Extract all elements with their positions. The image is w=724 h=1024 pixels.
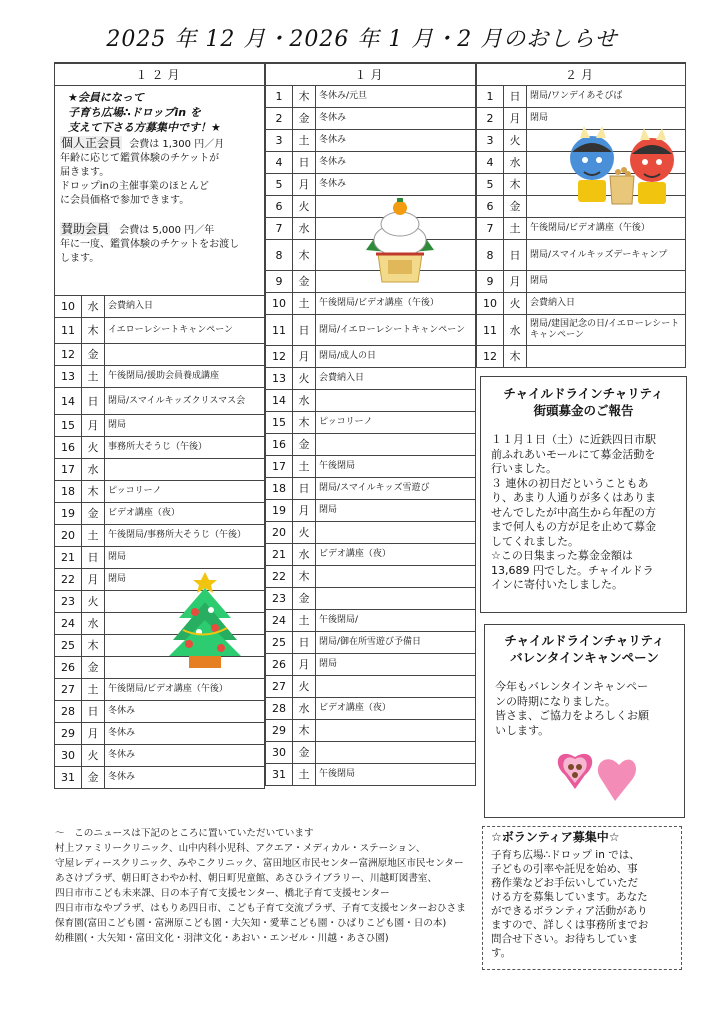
member-note-line3: 支えて下さる方募集中です！★ xyxy=(68,121,221,134)
day-number: 17 xyxy=(266,456,293,478)
calendar-row xyxy=(55,437,265,459)
distribution-line-3: 守屋レディースクリニック、みやこクリニック、富田地区市民センター富洲原地区市民センター xyxy=(55,858,464,869)
event-text: 午後閉局 xyxy=(316,456,476,478)
support-desc-1: 年に一度、鑑賞体験のチケットをお渡し xyxy=(60,239,240,250)
day-number: 17 xyxy=(55,459,82,481)
support-desc-2: します。 xyxy=(60,253,100,264)
day-number: 28 xyxy=(266,698,293,720)
day-number: 9 xyxy=(266,271,293,293)
distribution-line-1: ～ このニュースは下記のところに置いていただいています xyxy=(55,828,314,839)
calendar-row xyxy=(266,293,476,315)
member-note xyxy=(60,90,260,266)
calendar-row xyxy=(55,388,265,415)
event-text xyxy=(527,346,686,368)
event-text xyxy=(316,676,476,698)
weekday: 土 xyxy=(293,130,316,152)
event-text: 閉局/スマイルキッズクリスマス会 xyxy=(105,388,265,415)
calendar-row xyxy=(266,500,476,522)
day-number: 26 xyxy=(55,657,82,679)
charity-report-line-9: ☆この日集まった募金金額は xyxy=(491,549,633,562)
weekday: 火 xyxy=(293,368,316,390)
calendar-row xyxy=(266,456,476,478)
event-text: ビデオ講座（夜） xyxy=(316,544,476,566)
calendar-row xyxy=(266,412,476,434)
calendar-row xyxy=(477,240,686,271)
individual-desc-4: に会員価格で参加できます。 xyxy=(60,195,190,206)
individual-desc-2: 届きます。 xyxy=(60,167,110,178)
event-text: ビデオ講座（夜） xyxy=(316,698,476,720)
day-number: 27 xyxy=(266,676,293,698)
day-number: 18 xyxy=(266,478,293,500)
weekday: 火 xyxy=(504,293,527,315)
day-number: 31 xyxy=(55,767,82,789)
calendar-row xyxy=(266,315,476,346)
volunteer-line-1: 子育ち広場∴ドロップ in では、 xyxy=(491,849,640,861)
event-text: 閉局/御在所雪遊び予備日 xyxy=(316,632,476,654)
weekday: 月 xyxy=(293,174,316,196)
distribution-line-4: あさけプラザ、朝日町さわやか村、朝日町児童館、あさひライブラリー、川越町図書室、 xyxy=(55,873,438,884)
weekday: 土 xyxy=(293,764,316,786)
distribution-line-8: 幼稚園(・大矢知・富田文化・羽津文化・あおい・エンゼル・川越・あさひ園) xyxy=(55,933,389,944)
event-text: 閉局/スマイルキッズ雪遊び xyxy=(316,478,476,500)
day-number: 12 xyxy=(477,346,504,368)
calendar-row xyxy=(266,764,476,786)
event-text: 冬休み xyxy=(105,701,265,723)
calendar-row xyxy=(477,293,686,315)
volunteer-box xyxy=(482,826,682,970)
event-text: 閉局 xyxy=(527,271,686,293)
event-text: イエローレシートキャンペーン xyxy=(105,318,265,344)
day-number: 11 xyxy=(477,315,504,346)
event-text: 閉局 xyxy=(316,654,476,676)
charity-report-line-11: インに寄付いたしました。 xyxy=(491,578,623,591)
weekday: 火 xyxy=(82,437,105,459)
weekday: 日 xyxy=(82,388,105,415)
calendar-row xyxy=(477,218,686,240)
day-number: 3 xyxy=(477,130,504,152)
weekday: 日 xyxy=(82,701,105,723)
day-number: 27 xyxy=(55,679,82,701)
calendar-row xyxy=(266,86,476,108)
calendar-row xyxy=(266,632,476,654)
day-number: 10 xyxy=(266,293,293,315)
day-number: 5 xyxy=(477,174,504,196)
event-text: 冬休み xyxy=(105,745,265,767)
calendar-row xyxy=(266,130,476,152)
day-number: 25 xyxy=(55,635,82,657)
oni-setsubun-illustration xyxy=(560,118,680,218)
weekday: 木 xyxy=(293,86,316,108)
weekday: 金 xyxy=(82,503,105,525)
event-text: 閉局 xyxy=(105,547,265,569)
calendar-row xyxy=(266,676,476,698)
day-number: 13 xyxy=(55,366,82,388)
event-text xyxy=(316,390,476,412)
day-number: 16 xyxy=(266,434,293,456)
event-text: 閉局/建国記念の日/イエローレシートキャンペーン xyxy=(527,315,686,346)
volunteer-line-7: 問合せ下さい。お待ちしていま xyxy=(491,933,638,945)
weekday: 水 xyxy=(504,152,527,174)
weekday: 土 xyxy=(82,679,105,701)
day-number: 14 xyxy=(55,388,82,415)
calendar-row xyxy=(55,767,265,789)
event-text: 午後閉局 xyxy=(316,764,476,786)
weekday: 月 xyxy=(82,723,105,745)
weekday: 金 xyxy=(293,742,316,764)
calendar-row xyxy=(55,459,265,481)
calendar-row xyxy=(55,679,265,701)
event-text xyxy=(105,344,265,366)
event-text: 会費納入日 xyxy=(527,293,686,315)
event-text xyxy=(316,720,476,742)
day-number: 4 xyxy=(266,152,293,174)
event-text: 午後閉局/ビデオ講座（午後） xyxy=(105,679,265,701)
weekday: 水 xyxy=(293,544,316,566)
weekday: 金 xyxy=(293,588,316,610)
day-number: 28 xyxy=(55,701,82,723)
event-text xyxy=(316,522,476,544)
day-number: 6 xyxy=(266,196,293,218)
volunteer-line-4: ける方を募集しています。あなた xyxy=(491,891,648,903)
charity-report-line-2: 前ふれあいモールにて募金活動を xyxy=(491,447,656,461)
individual-member-label: 個人正会員 xyxy=(61,136,122,150)
day-number: 14 xyxy=(266,390,293,412)
volunteer-title: ☆ボランティア募集中☆ xyxy=(491,830,620,844)
weekday: 水 xyxy=(82,296,105,318)
event-text: 午後閉局/ビデオ講座（午後） xyxy=(316,293,476,315)
weekday: 金 xyxy=(82,767,105,789)
heart-chocolate-box-icon xyxy=(545,745,641,809)
day-number: 7 xyxy=(266,218,293,240)
day-number: 29 xyxy=(55,723,82,745)
weekday: 火 xyxy=(82,591,105,613)
valentine-line-4: いします。 xyxy=(495,723,550,737)
volunteer-line-3: 務作業などお手伝いしていただ xyxy=(491,877,638,889)
event-text: 午後閉局/ビデオ講座（午後） xyxy=(527,218,686,240)
calendar-row xyxy=(266,698,476,720)
volunteer-line-5: ができるボランティア活動があり xyxy=(491,905,648,917)
event-text xyxy=(316,566,476,588)
day-number: 30 xyxy=(266,742,293,764)
day-number: 23 xyxy=(266,588,293,610)
calendar-row xyxy=(266,368,476,390)
day-number: 12 xyxy=(55,344,82,366)
event-text: 閉局 xyxy=(105,415,265,437)
day-number: 12 xyxy=(266,346,293,368)
weekday: 金 xyxy=(504,196,527,218)
event-text xyxy=(105,459,265,481)
day-number: 11 xyxy=(266,315,293,346)
day-number: 25 xyxy=(266,632,293,654)
page-title: 2025 年 12 月・2026 年 1 月・2 月のおしらせ xyxy=(106,27,618,52)
month-header-jan: １月 xyxy=(266,63,476,86)
charity-report-box xyxy=(480,376,687,613)
day-number: 5 xyxy=(266,174,293,196)
weekday: 水 xyxy=(82,613,105,635)
event-text: 冬休み xyxy=(105,767,265,789)
weekday: 土 xyxy=(82,525,105,547)
day-number: 2 xyxy=(477,108,504,130)
charity-report-line-7: まで何人もの方が足を止めて募金 xyxy=(491,520,656,533)
valentine-title-1: チャイルドラインチャリティ xyxy=(504,633,665,648)
weekday: 木 xyxy=(293,240,316,271)
weekday: 水 xyxy=(504,315,527,346)
day-number: 15 xyxy=(55,415,82,437)
weekday: 土 xyxy=(504,218,527,240)
day-number: 19 xyxy=(55,503,82,525)
day-number: 16 xyxy=(55,437,82,459)
weekday: 月 xyxy=(293,500,316,522)
weekday: 土 xyxy=(82,366,105,388)
calendar-row xyxy=(55,701,265,723)
day-number: 10 xyxy=(477,293,504,315)
calendar-row xyxy=(477,315,686,346)
event-text: 午後閉局/援助会員養成講座 xyxy=(105,366,265,388)
calendar-row xyxy=(266,588,476,610)
calendar-row xyxy=(266,742,476,764)
volunteer-line-6: ますので、詳しくは事務所までお xyxy=(491,919,649,931)
calendar-row xyxy=(55,525,265,547)
day-number: 13 xyxy=(266,368,293,390)
event-text: 閉局 xyxy=(316,500,476,522)
distribution-list xyxy=(55,826,483,946)
calendar-row xyxy=(266,720,476,742)
weekday: 月 xyxy=(293,346,316,368)
event-text: 事務所大そうじ（午後） xyxy=(105,437,265,459)
day-number: 20 xyxy=(55,525,82,547)
event-text: 閉局 xyxy=(105,569,265,591)
weekday: 火 xyxy=(293,196,316,218)
weekday: 木 xyxy=(82,481,105,503)
calendar-row xyxy=(266,390,476,412)
weekday: 月 xyxy=(504,108,527,130)
calendar-row xyxy=(266,654,476,676)
weekday: 金 xyxy=(293,108,316,130)
support-member-fee: 会費は 5,000 円／年 xyxy=(119,225,215,236)
volunteer-line-8: す。 xyxy=(491,947,512,959)
day-number: 20 xyxy=(266,522,293,544)
weekday: 水 xyxy=(293,390,316,412)
weekday: 金 xyxy=(82,344,105,366)
calendar-row xyxy=(266,610,476,632)
month-header-feb: ２月 xyxy=(477,63,686,86)
weekday: 火 xyxy=(82,745,105,767)
day-number: 3 xyxy=(266,130,293,152)
distribution-line-6: 四日市市なやプラザ、はもりあ四日市、こども子育て交流プラザ、子育て支援センターおひさま xyxy=(55,903,466,914)
calendar-row xyxy=(266,152,476,174)
calendar-row xyxy=(55,547,265,569)
event-text: 冬休み xyxy=(316,130,476,152)
calendar-row xyxy=(266,478,476,500)
day-number: 10 xyxy=(55,296,82,318)
charity-report-title-2: 街頭募金のご報告 xyxy=(533,403,634,418)
valentine-line-2: ンの時期になりました。 xyxy=(495,694,616,708)
day-number: 7 xyxy=(477,218,504,240)
event-text xyxy=(316,742,476,764)
weekday: 木 xyxy=(82,635,105,657)
distribution-line-2: 村上ファミリークリニック、山中内科小児科、アクエア・メディカル・ステーション、 xyxy=(55,843,426,854)
day-number: 8 xyxy=(477,240,504,271)
day-number: 1 xyxy=(266,86,293,108)
event-text: 閉局/イエローレシートキャンペーン xyxy=(316,315,476,346)
calendar-row xyxy=(55,745,265,767)
valentine-line-1: 今年もバレンタインキャンペー xyxy=(495,680,649,693)
day-number: 9 xyxy=(477,271,504,293)
weekday: 水 xyxy=(293,698,316,720)
weekday: 木 xyxy=(293,412,316,434)
christmas-tree-illustration xyxy=(165,568,245,672)
weekday: 土 xyxy=(293,456,316,478)
day-number: 24 xyxy=(55,613,82,635)
event-text: ピッコリーノ xyxy=(316,412,476,434)
distribution-line-7: 保育園(富田こども園・富洲原こども園・大矢知・愛華こども園・ひばりこども園・日の本) xyxy=(55,918,447,929)
event-text: 会費納入日 xyxy=(105,296,265,318)
weekday: 月 xyxy=(293,654,316,676)
weekday: 土 xyxy=(293,293,316,315)
weekday: 火 xyxy=(293,522,316,544)
weekday: 水 xyxy=(82,459,105,481)
calendar-row xyxy=(55,318,265,344)
calendar-row xyxy=(266,346,476,368)
member-note-line2: 子育ち広場∴ドロップin を xyxy=(68,106,201,119)
calendar-row xyxy=(477,271,686,293)
weekday: 日 xyxy=(293,478,316,500)
day-number: 1 xyxy=(477,86,504,108)
weekday: 金 xyxy=(82,657,105,679)
weekday: 日 xyxy=(293,632,316,654)
weekday: 土 xyxy=(293,610,316,632)
volunteer-line-2: 子どもの引率や託児を始め、事 xyxy=(491,863,638,875)
day-number: 23 xyxy=(55,591,82,613)
weekday: 水 xyxy=(293,218,316,240)
day-number: 30 xyxy=(55,745,82,767)
support-member-label: 賛助会員 xyxy=(61,222,110,236)
day-number: 19 xyxy=(266,500,293,522)
charity-report-line-6: せんでしたが中高生から年配の方 xyxy=(491,505,656,519)
weekday: 金 xyxy=(293,271,316,293)
weekday: 金 xyxy=(293,434,316,456)
day-number: 22 xyxy=(55,569,82,591)
calendar-row xyxy=(266,108,476,130)
day-number: 11 xyxy=(55,318,82,344)
event-text: 閉局/ワンデイあそびば xyxy=(527,86,686,108)
valentine-line-3: 皆さま、ご協力をよろしくお願 xyxy=(495,709,649,722)
weekday: 木 xyxy=(504,346,527,368)
event-text: ピッコリーノ xyxy=(105,481,265,503)
charity-report-line-10: 13,689 円でした。チャイルドラ xyxy=(491,563,654,577)
calendar-row xyxy=(55,415,265,437)
day-number: 29 xyxy=(266,720,293,742)
member-note-line1: ★会員になって xyxy=(68,91,144,104)
day-number: 4 xyxy=(477,152,504,174)
charity-report-line-8: してくれました。 xyxy=(491,534,579,548)
calendar-row xyxy=(55,344,265,366)
january-calendar xyxy=(265,62,476,786)
weekday: 火 xyxy=(293,676,316,698)
event-text: ビデオ講座（夜） xyxy=(105,503,265,525)
weekday: 日 xyxy=(293,152,316,174)
calendar-row xyxy=(55,366,265,388)
weekday: 木 xyxy=(504,174,527,196)
charity-report-title-1: チャイルドラインチャリティ xyxy=(503,386,664,401)
calendar-row xyxy=(266,522,476,544)
event-text: 午後閉局/ xyxy=(316,610,476,632)
distribution-line-5: 四日市市こども未来課、日の本子育て支援センター、橋北子育て支援センター xyxy=(55,888,390,899)
weekday: 日 xyxy=(504,86,527,108)
weekday: 木 xyxy=(293,566,316,588)
day-number: 6 xyxy=(477,196,504,218)
charity-report-line-1: １１月１日（土）に近鉄四日市駅 xyxy=(491,433,656,446)
day-number: 15 xyxy=(266,412,293,434)
day-number: 21 xyxy=(266,544,293,566)
event-text: 午後閉局/事務所大そうじ（午後） xyxy=(105,525,265,547)
weekday: 日 xyxy=(293,315,316,346)
calendar-row xyxy=(266,434,476,456)
day-number: 18 xyxy=(55,481,82,503)
day-number: 31 xyxy=(266,764,293,786)
weekday: 月 xyxy=(82,569,105,591)
calendar-row xyxy=(266,544,476,566)
event-text: 閉局/スマイルキッズデーキャンプ xyxy=(527,240,686,271)
day-number: 24 xyxy=(266,610,293,632)
event-text: 冬休み/元旦 xyxy=(316,86,476,108)
calendar-row xyxy=(55,503,265,525)
individual-member-fee: 会費は 1,300 円／月 xyxy=(129,139,225,150)
weekday: 木 xyxy=(293,720,316,742)
weekday: 月 xyxy=(82,415,105,437)
day-number: 22 xyxy=(266,566,293,588)
weekday: 日 xyxy=(504,240,527,271)
month-header-dec: １２月 xyxy=(55,63,265,86)
valentine-box xyxy=(484,624,685,818)
weekday: 月 xyxy=(504,271,527,293)
day-number: 8 xyxy=(266,240,293,271)
kagami-mochi-illustration xyxy=(360,190,440,290)
weekday: 木 xyxy=(82,318,105,344)
calendar-row xyxy=(55,723,265,745)
event-text: 閉局 xyxy=(527,108,686,130)
charity-report-line-3: 行いました。 xyxy=(491,462,557,475)
event-text: 冬休み xyxy=(316,108,476,130)
charity-report-line-5: り、あまり人通りが多くはありま xyxy=(491,491,656,504)
individual-desc-1: 年齢に応じて鑑賞体験のチケットが xyxy=(60,153,220,164)
event-text: 冬休み xyxy=(316,174,476,196)
weekday: 日 xyxy=(82,547,105,569)
calendar-row xyxy=(477,346,686,368)
event-text: 閉局/成人の日 xyxy=(316,346,476,368)
event-text: 冬休み xyxy=(105,723,265,745)
event-text xyxy=(316,434,476,456)
day-number: 26 xyxy=(266,654,293,676)
weekday: 火 xyxy=(504,130,527,152)
event-text: 会費納入日 xyxy=(316,368,476,390)
event-text: 冬休み xyxy=(316,152,476,174)
calendar-row xyxy=(55,296,265,318)
individual-desc-3: ドロップinの主催事業のほとんど xyxy=(60,181,209,192)
valentine-title-2: バレンタインキャンペーン xyxy=(510,650,659,665)
calendar-row xyxy=(477,86,686,108)
day-number: 2 xyxy=(266,108,293,130)
calendar-row xyxy=(266,566,476,588)
charity-report-line-4: ３ 連休の初日だということもあ xyxy=(491,476,649,490)
event-text xyxy=(316,588,476,610)
day-number: 21 xyxy=(55,547,82,569)
calendar-row xyxy=(55,481,265,503)
